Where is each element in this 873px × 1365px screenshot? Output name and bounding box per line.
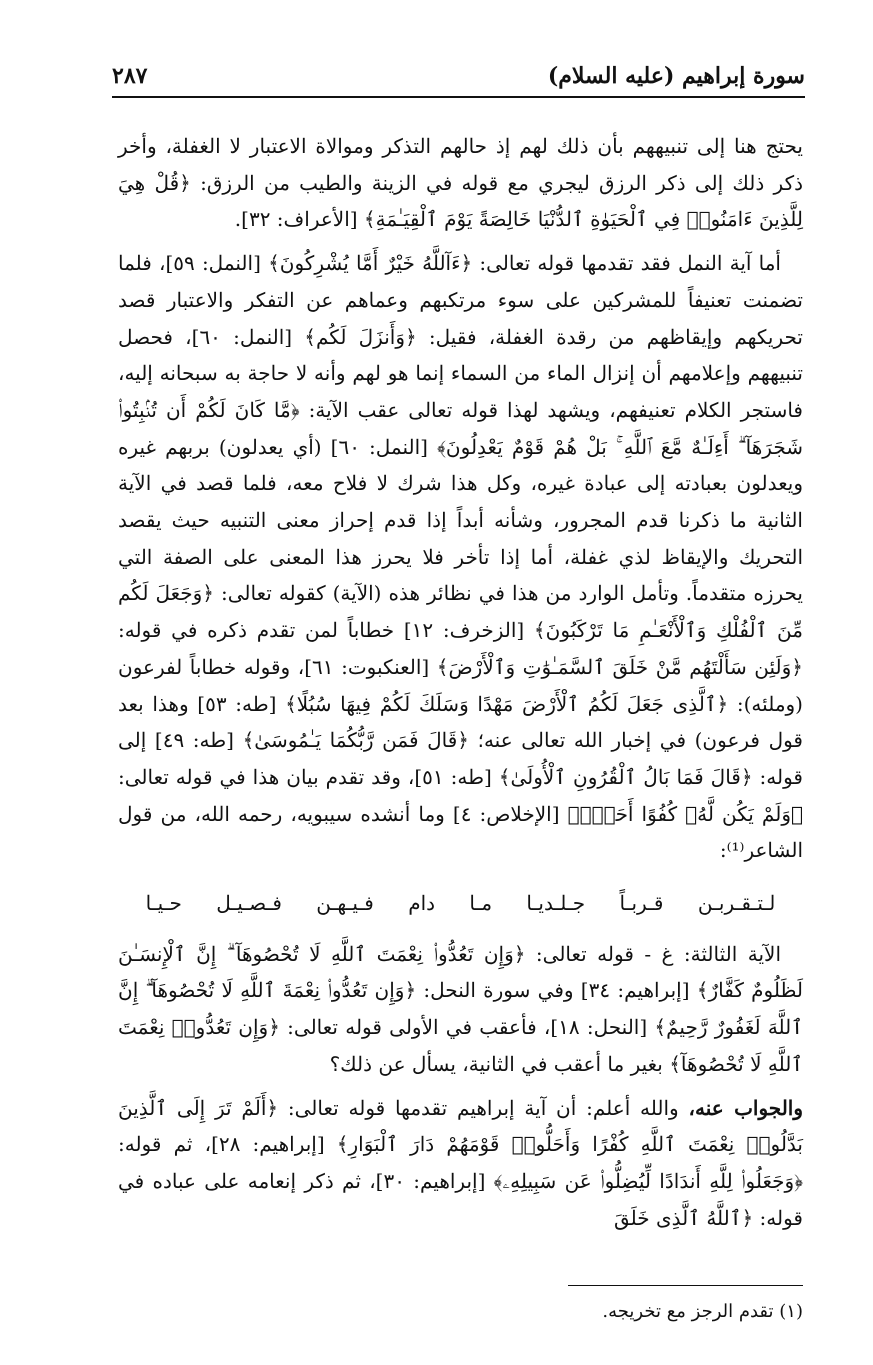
poem-verse: لـتـقـربـن قـربـاً جـلـديـا مـا دام فـيـهـن فـصـيـل حـيـا (145, 891, 776, 916)
footnote-rule (568, 1285, 803, 1286)
page-header (112, 58, 805, 94)
paragraph-1: يحتج هنا إلى تنبيههم بأن ذلك لهم إذ حالهم التذكر وموالاة الاعتبار لا الغفلة، وأخر ذكر ذلك إلى ذكر الرزق ليجري مع قوله في الزينة والطيب من الرزق: ﴿قُلْ هِيَ لِلَّذِينَ ءَامَنُوا۟ فِي ٱلْحَيَوٰةِ ٱلدُّنْيَا خَالِصَةً يَوْمَ ٱلْقِيَـٰمَةِ﴾ [الأعراف: ٣٢]. (118, 134, 803, 232)
paragraph-2: أما آية النمل فقد تقدمها قوله تعالى: ﴿ءَآللَّهُ خَيْرٌ أَمَّا يُشْرِكُونَ﴾ [النمل: ٥٩]، فلما تضمنت تعنيفاً للمشركين على سوء مرتكبهم وعماهم عن التفكر والاعتبار قصد تحريكهم وإيقاظهم من رقدة الغفلة، فقيل: ﴿وَأَنزَلَ لَكُم﴾ [النمل: ٦٠]، فحصل تنبيههم وإعلامهم أن إنزال الماء من السماء إنما هو لهم وأنه لا حاجة به سبحانه إليه، فاستجر الكلام تعنيفهم، ويشهد لهذا قوله تعالى عقب الآية: ﴿مَّا كَانَ لَكُمْ أَن تُنۢبِتُوا۟ شَجَرَهَآ ۗ أَءِلَـٰهٌ مَّعَ ٱللَّهِ ۚ بَلْ هُمْ قَوْمٌ يَعْدِلُونَ﴾ [النمل: ٦٠] (أي يعدلون) بربهم غيره ويعدلون بعبادته إلى عبادة غيره، وكل هذا شرك لا فلاح معه، فلما قصد في الآية الثانية ما ذكرنا قدم المجرور، وشأنه أبداً إذا قدم إحراز معنى التنبيه حيث يقصد التحريك والإيقاظ لذي غفلة، أما إذا تأخر فلا يحرز هذا المعنى على الصفة التي يحرزه متقدماً. وتأمل الوارد من هذا في نظائر هذه (الآية) كقوله تعالى: ﴿وَجَعَلَ لَكُم مِّنَ ٱلْفُلْكِ وَٱلْأَنْعَـٰمِ مَا تَرْكَبُونَ﴾ [الزخرف: ١٢] خطاباً لمن تقدم ذكره في قوله: ﴿وَلَئِن سَأَلْتَهُم مَّنْ خَلَقَ ٱلسَّمَـٰوَٰتِ وَٱلْأَرْضَ﴾ [العنكبوت: ٦١]، وقوله خطاباً لفرعون (وملئه): ﴿ٱلَّذِى جَعَلَ لَكُمُ ٱلْأَرْضَ مَهْدًا وَسَلَكَ لَكُمْ فِيهَا سُبُلًا﴾ [طه: ٥٣] وهذا بعد قول فرعون) في إخبار الله تعالى عنه؛ ﴿قَالَ فَمَن رَّبُّكُمَا يَـٰمُوسَىٰ﴾ [طه: ٤٩] إلى قوله: ﴿قَالَ فَمَا بَالُ ٱلْقُرُونِ ٱلْأُولَىٰ﴾ [طه: ٥١]، وقد تقدم بيان هذا في قوله تعالى: ﴿وَلَمْ يَكُن لَّهُۥ كُفُوًا أَحَدٌۢ﴾ [الإخلاص: ٤] وما أنشده سيبويه، رحمه الله، من قول الشاعر⁽¹⁾: (118, 251, 803, 863)
header-rule (112, 96, 805, 98)
page-number: ٢٨٧ (112, 63, 148, 89)
footnote: (١) تقدم الرجز مع تخريجه. (602, 1301, 803, 1322)
surah-title: سورة إبراهيم (عليه السلام) (547, 63, 805, 89)
paragraph-3: الآية الثالثة: غ - قوله تعالى: ﴿وَإِن تَعُدُّوا۟ نِعْمَتَ ٱللَّهِ لَا تُحْصُوهَآ ۗ إِنَّ ٱلْإِنسَـٰنَ لَظَلُومٌ كَفَّارٌ﴾ [إبراهيم: ٣٤] وفي سورة النحل: ﴿وَإِن تَعُدُّوا۟ نِعْمَةَ ٱللَّهِ لَا تُحْصُوهَآ ۗ إِنَّ ٱللَّهَ لَغَفُورٌ رَّحِيمٌ﴾ [النحل: ١٨]، فأعقب في الأولى قوله تعالى: ﴿وَإِن تَعُدُّوا۟ نِعْمَتَ ٱللَّهِ لَا تُحْصُوهَآ﴾ بغير ما أعقب في الثانية، يسأل عن ذلك؟ (118, 941, 803, 1076)
paragraph-answer (118, 1090, 803, 1237)
main-text (118, 128, 803, 1236)
answer-lead: والجواب عنه، (688, 1095, 804, 1120)
answer-text: والله أعلم: أن آية إبراهيم تقدمها قوله تعالى: ﴿أَلَمْ تَرَ إِلَى ٱلَّذِينَ بَدَّلُوا۟ نِعْمَتَ ٱللَّهِ كُفْرًا وَأَحَلُّوا۟ قَوْمَهُمْ دَارَ ٱلْبَوَارِ﴾ [إبراهيم: ٢٨]، ثم قوله: ﴿وَجَعَلُوا۟ لِلَّهِ أَندَادًا لِّيُضِلُّوا۟ عَن سَبِيلِهِۦ﴾ [إبراهيم: ٣٠]، ثم ذكر إنعامه على عباده في قوله: ﴿ٱللَّهُ ٱلَّذِى خَلَقَ (118, 1095, 804, 1230)
